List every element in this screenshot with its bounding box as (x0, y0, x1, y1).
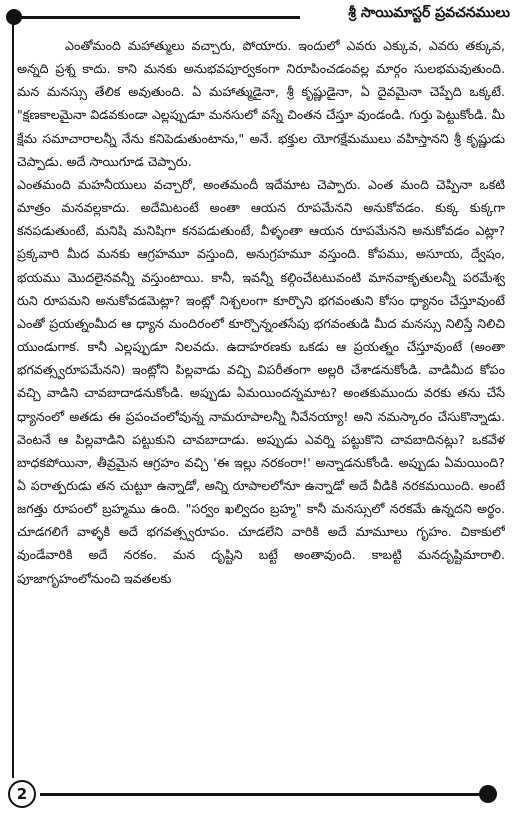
running-header-title: శ్రీ సాయిమాస్టర్ ప్రవచనములు (348, 5, 510, 21)
footer-rule (40, 793, 488, 796)
left-margin-rule (12, 18, 14, 778)
footer-ornament-dot (479, 785, 497, 803)
paragraph-1: ఎంతోమంది మహాత్ములు వచ్చారు, పోయారు. ఇందులో ఎవరు ఎక్కువ, ఎవరు తక్కువ, అన్నది ప్రశ్న కాదు. కాని మనకు అనుభవపూర్వకంగా నిరూపించడంవల్ల మార్గం సులభమవుతుంది. మన మనస్సు తేలిక అవుతుంది. ఏ మహాత్ముడైనా, శ్రీ కృష్ణుడైనా, ఏ దైవమైనా చెప్పేది ఒక్కటే. "క్షణకాలమైనా విడవకుండా ఎల్లప్పుడూ మనసులో వస్నే చింతన చేస్తూ వుండండి. గుర్తు పెట్టుకోండి. మీ క్షేమ సమాచారాలన్నీ నేను కనిపెడుతుంటాను," అనే. భక్తుల యోగక్షేమములు వహిస్తానని శ్రీ కృష్ణుడు చెప్పాడు. అదే సాయిగూడ చెప్పారు. (17, 38, 505, 169)
page-number: 2 (8, 780, 36, 808)
header-rule (12, 16, 300, 19)
body-text (17, 34, 505, 769)
paragraph-2: ఎంతమంది మహనీయులు వచ్చారో, అంతమందీ ఇదేమాట చెప్పారు. ఎంత మంది చెప్పినా ఒకటి మాత్రం మనవల్లకాదు. అదేమిటంటే అంతా ఆయన రూపమేనని అనుకోవడం. కుక్క కుక్కగా కనపడుతుంటే, మనిషి మనిషిగా కనపడుతుంటే, వీళ్ళంతా ఆయన రూపమేనని అనుకోవడం ఎట్లా? ప్రక్కవారి మీద మనకు ఆగ్రహమూ వస్తుంది, అనుగ్రహమూ వస్తుంది. కోపము, అసూయ, ద్వేషం, భయము మొదలైనవన్నీ వస్తుంటాయి. కానీ, ఇవన్నీ కల్గించేటటువంటి మానవాకృతులన్నీ పరమేశ్వ రుని రూపమని అనుకోవడమెట్లా? ఇంట్లో నిశ్చలంగా కూర్చొని భగవంతుని కోసం ధ్యానం చేస్తూవుంటే ఎంతో ప్రయత్నంమీద ఆ ధ్యాన మందిరంలో కూర్చొన్నంతసేపు భగవంతుడి మీద మనస్సు నిలిస్తే నిలిచి యుండుగాక. కానీ ఎల్లప్పుడూ నిలవదు. ఉదాహరణకు ఒకడు ఆ ప్రయత్నం చేస్తూవుంటే (అంతా భగవత్స్వరూపమేనని) ఇంట్లోని పిల్లవాడు వచ్చి విపరీతంగా అల్లరి చేశాడనుకోండి. వాడిమీద కోపం వచ్చి వాడిని చావబాదాడనుకోండి. అప్పుడు ఏమయిందన్నమాట? అంతకుముందు వరకు తను చేసే ధ్యానంలో అతడు ఈ ప్రపంచంలోవున్న నామరూపాలన్నీ నీవేనయ్యా! అని నమస్కారం చేసుకొన్నాడు. వెంటనే ఆ పిల్లవాడిని పట్టుకుని చావబాదాడు. అప్పుడు ఎవర్ని పట్టుకొని చావబాదినట్లు? ఒకవేళ బాధకపోయినా, తీవ్రమైన ఆగ్రహం వచ్చి 'ఈ ఇల్లు నరకంరా!' అన్నాడనుకోండి. అప్పుడు ఏమయింది? ఏ పరాత్పరుడు తన చుట్టూ ఉన్నాడో, అన్ని రూపాలలోనూ ఉన్నాడో అదే వీడికి నరకమయింది. అంటే జగత్తు రూపంలో బ్రహ్మము ఉంది. "సర్వం ఖల్విదం బ్రహ్మ" కానీ మనస్సులో నరకమే ఉన్నదని అర్థం. చూడగలిగే వాళ్ళకి అదే భగవత్స్వరూపం. చూడలేని వారికి అదే మామూలు గృహం. చికాకులో వుండేవారికి అదే నరకం. మన దృష్టిని బట్టే అంతావుంది. కాబట్టి మనదృష్టిమారాలి. పూజాగృహంలోనుంచి ఇవతలకు (17, 176, 505, 586)
